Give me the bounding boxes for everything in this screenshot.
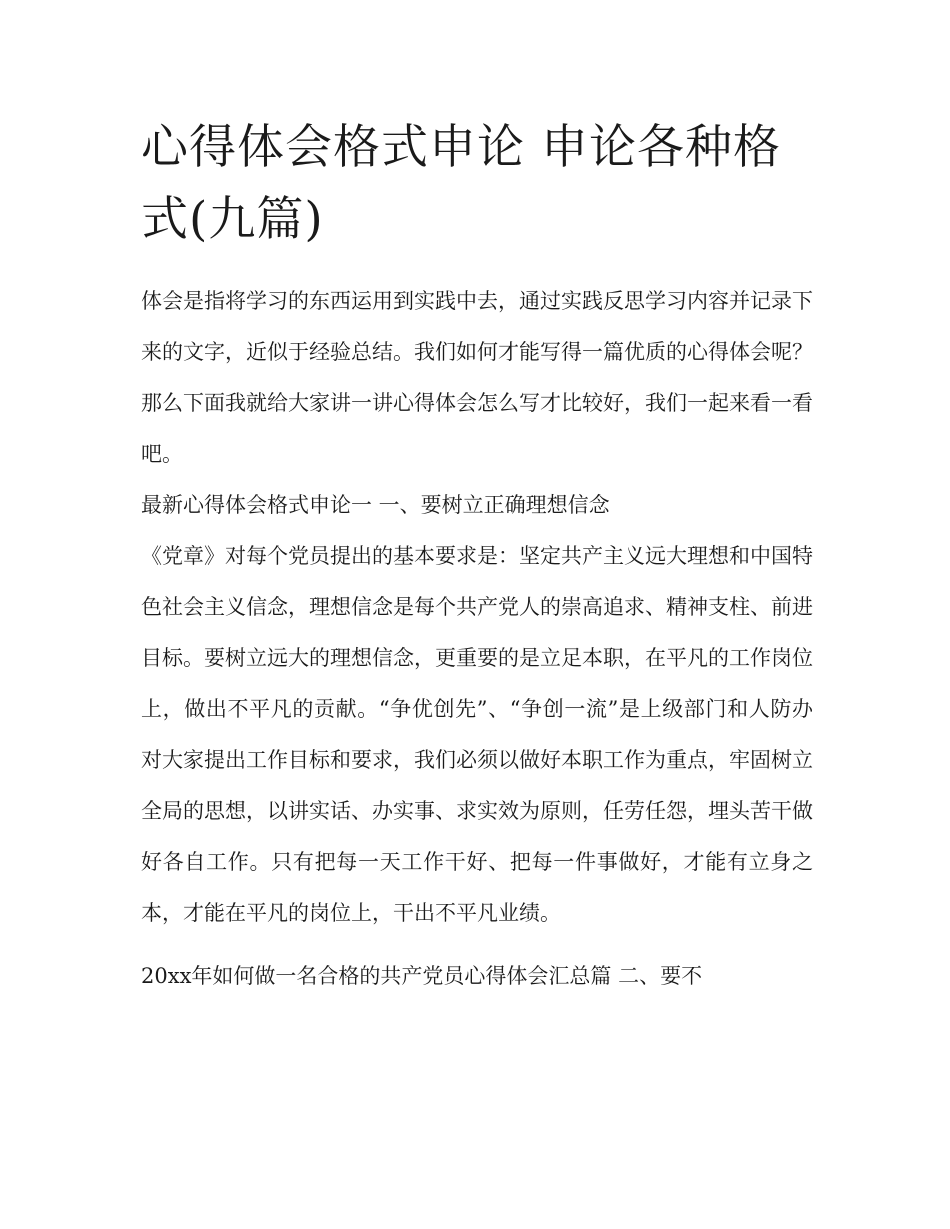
document-body (141, 112, 813, 1002)
intro-paragraph: 体会是指将学习的东西运用到实践中去，通过实践反思学习内容并记录下来的文字，近似于经验总结。我们如何才能写得一篇优质的心得体会呢？那么下面我就给大家讲一讲心得体会怎么写才比较好，我们一起来看一看吧。 (141, 289, 813, 466)
trailing-paragraph: 20xx年如何做一名合格的共产党员心得体会汇总篇 二、要不 (141, 964, 703, 988)
document-title: 心得体会格式申论 申论各种格式(九篇) (141, 120, 781, 247)
body-paragraph: 《党章》对每个党员提出的基本要求是：坚定共产主义远大理想和中国特色社会主义信念，理想信念是每个共产党人的崇高追求、精神支柱、前进目标。要树立远大的理想信念，更重要的是立足本职，在平凡的工作岗位上，做出不平凡的贡献。“争优创先”、“争创一流”是上级部门和人防办对大家提出工作目标和要求，我们必须以做好本职工作为重点，牢固树立全局的思想，以讲实话、办实事、求实效为原则，任劳任怨，埋头苦干做好各自工作。只有把每一天工作干好、把每一件事做好，才能有立身之本，才能在平凡的岗位上，干出不平凡业绩。 (141, 544, 813, 925)
section-heading-paragraph: 最新心得体会格式申论一 一、要树立正确理想信念 (141, 493, 610, 517)
